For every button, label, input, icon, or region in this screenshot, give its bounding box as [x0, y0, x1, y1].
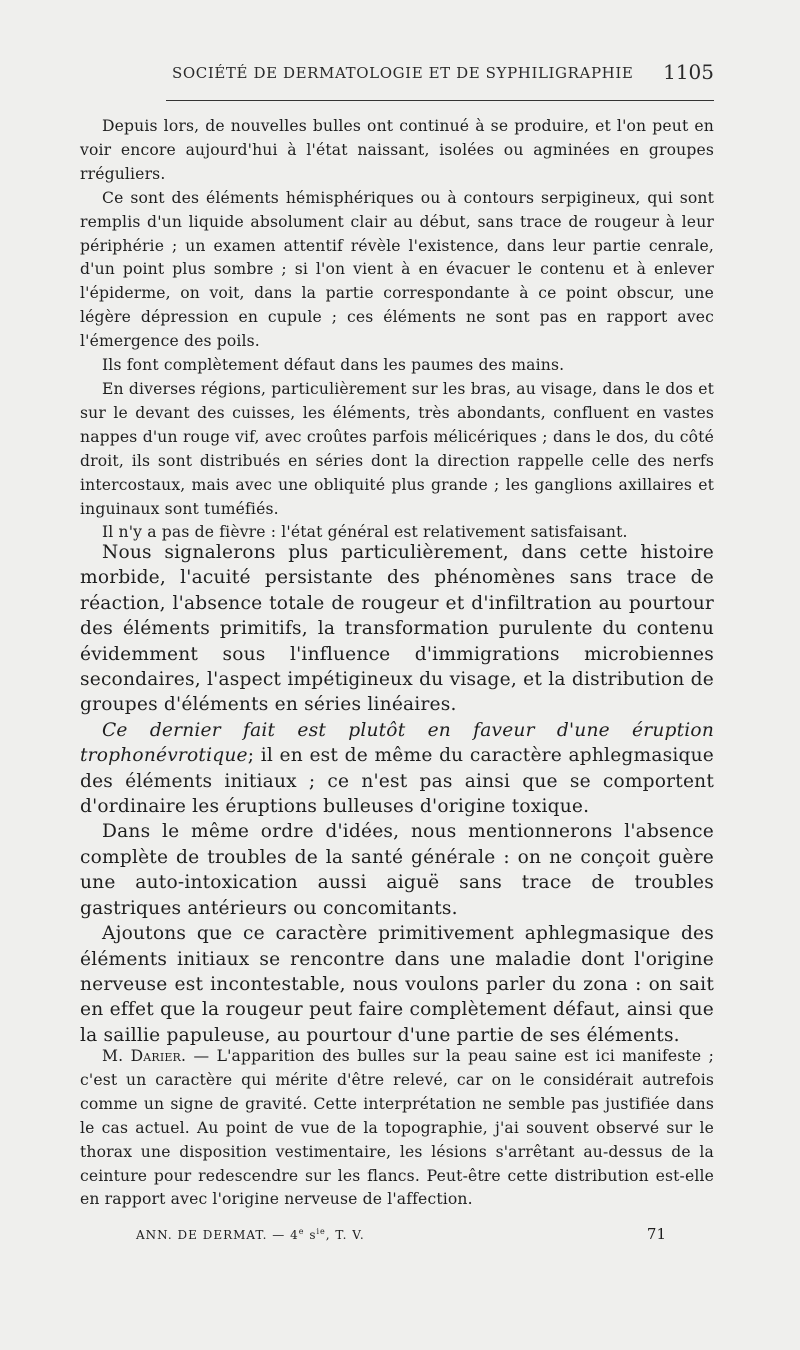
paragraph: Dans le même ordre d'idées, nous mentionnerons l'absence complète de troubles de la santé générale : on ne conçoit guère une auto-intoxication aussi aiguë sans trace de troubles gastriques antérieurs ou concomitants. [80, 821, 714, 919]
signature-volume: , T. V. [325, 1228, 365, 1242]
paragraph [80, 718, 714, 820]
paragraph: Depuis lors, de nouvelles bulles ont continué à se produire, et l'on peut en voir encore aujourd'hui à l'état naissant, isolées ou agminées en groupes rréguliers. [80, 117, 714, 183]
signature-sup2: ie [316, 1227, 326, 1236]
paragraph: Il n'y a pas de fièvre : l'état général est relativement satisfaisant. [102, 523, 628, 542]
page-footer [136, 1227, 666, 1247]
sheet-number: 71 [646, 1225, 666, 1243]
paragraph: Ajoutons que ce caractère primitivement aphlegmasique des éléments initiaux se rencontre dans une maladie dont l'origine nerveuse est incontestable, nous voulons parler du zona : on sait en effet que la rougeur peut faire complètement défaut, ainsi que la saillie papuleuse, au pourtour d'une partie de ses éléments. [80, 923, 714, 1046]
discussion [80, 1045, 714, 1212]
discussion-paragraph [80, 1045, 714, 1212]
signature-series: s [304, 1228, 317, 1242]
discussion-text: L'apparition des bulles sur la peau saine est ici manifeste ; c'est un caractère qui mérite d'être relevé, car on le considérait autrefois comme un signe de gravité. Cette interprétation ne semble pas justifiée dans le cas actuel. Au point de vue de la topographie, j'ai souvent observé sur le thorax une disposition vestimentaire, les lésions s'arrêtant au-dessus de la ceinture pour redescendre sur les flancs. Peut-être cette distribution est-elle en rapport avec l'origine nerveuse de l'affection. [80, 1047, 715, 1209]
case-description [80, 115, 714, 545]
running-head: SOCIÉTÉ DE DERMATOLOGIE ET DE SYPHILIGRAPHIE [172, 64, 634, 82]
header-rule [166, 100, 714, 101]
paragraph: Nous signalerons plus particulièrement, dans cette histoire morbide, l'acuité persistante des phénomènes sans trace de réaction, l'absence totale de rougeur et d'infiltration au pourtour des éléments primitifs, la transformation purulente du contenu évidemment sous l'influence d'immigrations microbiennes secondaires, l'aspect impétigineux du visage, et la distribution de groupes d'éléments en séries linéaires. [80, 542, 714, 716]
paragraph: Ce sont des éléments hémisphériques ou à contours serpigineux, qui sont remplis d'un liquide absolument clair au début, sans trace de rougeur à leur périphérie ; un examen attentif révèle l'existence, dans leur partie cenrale, d'un point plus sombre ; si l'on vient à en évacuer le contenu et à enlever l'épiderme, on voit, dans la partie correspondante à ce point obscur, une légère dépression en cupule ; ces éléments ne sont pas en rapport avec l'émergence des poils. [80, 188, 714, 351]
signature-sup: e [298, 1227, 305, 1236]
italic-phrase: Ce dernier fait est plutôt en faveur d'une éruption trophonévrotique [80, 719, 714, 767]
signature-mark [136, 1227, 365, 1242]
paragraph-text: ; il en est de même du caractère aphlegmasique des éléments initiaux ; ce n'est pas ainsi que se comportent d'ordinaire les éruptions bulleuses d'origine toxique. [80, 745, 714, 818]
commentary [80, 540, 714, 1048]
paragraph: En diverses régions, particulièrement sur les bras, au visage, dans le dos et sur le devant des cuisses, les éléments, très abondants, confluent en vastes nappes d'un rouge vif, avec croûtes parfois mélicériques ; dans le dos, du côté droit, ils sont distribués en séries dont la direction rappelle celle des nerfs intercostaux, mais avec une obliquité plus grande ; les ganglions axillaires et inguinaux sont tuméfiés. [80, 379, 714, 518]
signature-text: ANN. DE DERMAT. — 4 [136, 1228, 299, 1242]
page-number: 1105 [663, 60, 714, 84]
paragraph: Ils font complètement défaut dans les paumes des mains. [102, 356, 565, 375]
page-header [80, 62, 714, 86]
speaker-prefix: M. [102, 1047, 124, 1065]
speaker-name: Darier [130, 1047, 181, 1065]
speaker-dash: . — [180, 1047, 210, 1065]
